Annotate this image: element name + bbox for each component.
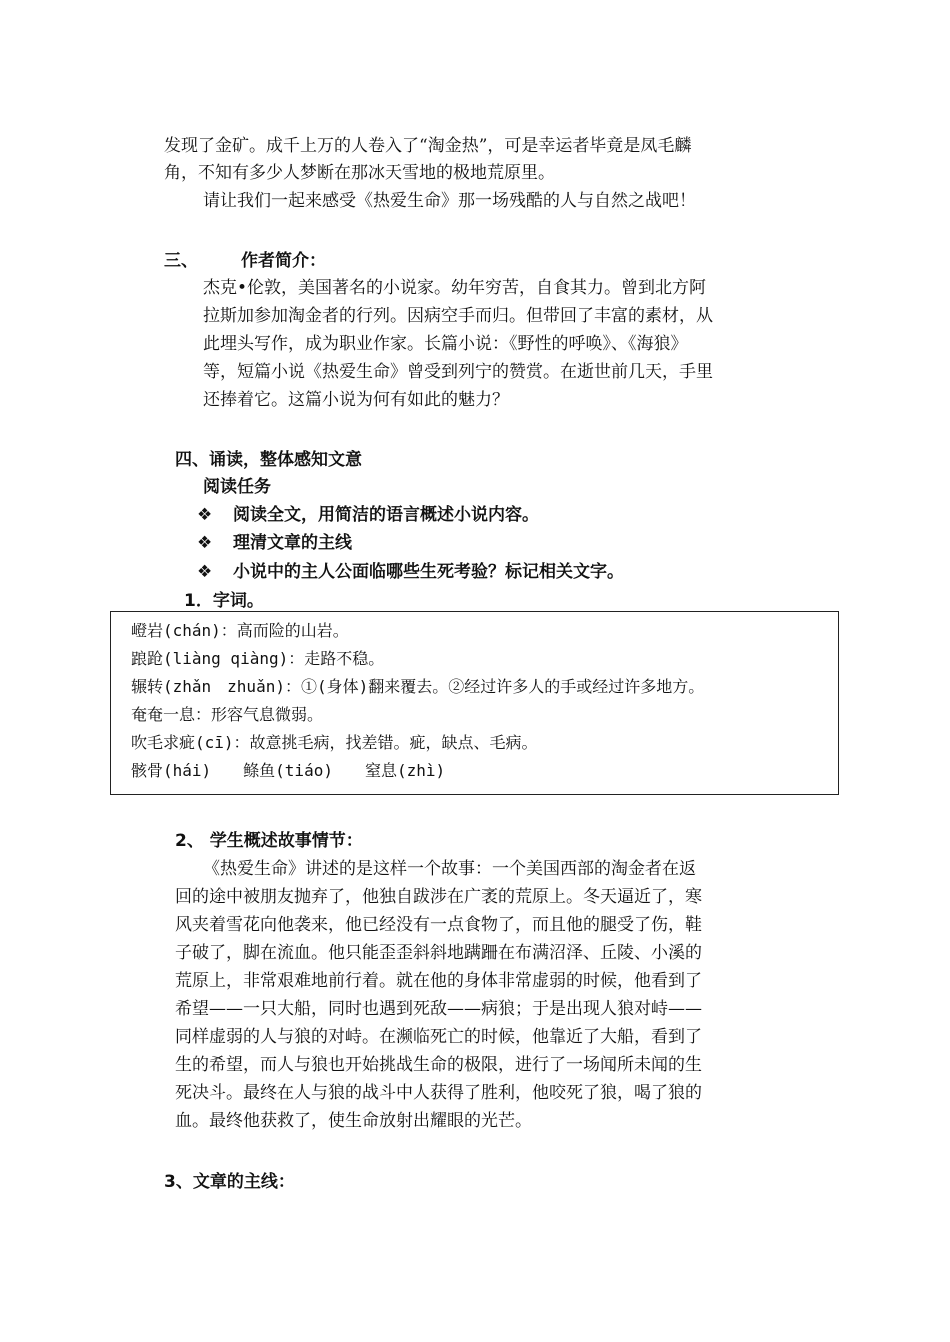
story-line-10: 血。最终他获救了，使生命放射出耀眼的光芒。 <box>175 1111 532 1131</box>
vocab-heading: 1．字词。 <box>184 591 264 611</box>
task-text: 小说中的主人公面临哪些生死考验？标记相关文字。 <box>233 562 624 582</box>
mainline-heading: 3、文章的主线： <box>164 1172 295 1192</box>
author-line-4: 等，短篇小说《热爱生命》曾受到列宁的赞赏。在逝世前几天，手里 <box>203 362 713 382</box>
task-text: 阅读全文，用简洁的语言概述小说内容。 <box>233 505 539 525</box>
reading-task-label: 阅读任务 <box>203 477 271 497</box>
intro-line-1: 发现了金矿。成千上万的人卷入了“淘金热”，可是幸运者毕竟是凤毛麟 <box>164 136 692 156</box>
story-line-7: 同样虚弱的人与狼的对峙。在濒临死亡的时候，他靠近了大船，看到了 <box>175 1027 702 1047</box>
author-line-5: 还捧着它。这篇小说为何有如此的魅力？ <box>203 390 509 410</box>
diamond-bullet-icon: ❖ <box>197 562 213 582</box>
section3-number: 三、 <box>164 251 198 271</box>
vocab-item-6: 骸骨(hái) 鲦鱼(tiáo) 窒息(zhì) <box>131 761 446 780</box>
story-line-5: 荒原上，非常艰难地前行着。就在他的身体非常虚弱的时候，他看到了 <box>175 971 702 991</box>
story-line-4: 子破了，脚在流血。他只能歪歪斜斜地蹒跚在布满沼泽、丘陵、小溪的 <box>175 943 702 963</box>
section4-title: 四、诵读，整体感知文意 <box>175 450 362 470</box>
task-text: 理清文章的主线 <box>233 533 352 553</box>
vocab-item-1: 嶝岩(chán)：高而险的山岩。 <box>131 621 349 640</box>
vocab-box <box>110 611 839 795</box>
task-item-1 <box>197 502 539 528</box>
story-line-1: 《热爱生命》讲述的是这样一个故事：一个美国西部的淘金者在返 <box>203 859 696 879</box>
vocab-item-4: 奄奄一息：形容气息微弱。 <box>131 705 324 724</box>
story-line-9: 死决斗。最终在人与狼的战斗中人获得了胜利，他咬死了狼，喝了狼的 <box>175 1083 702 1103</box>
intro-line-2: 角，不知有多少人梦断在那冰天雪地的极地荒原里。 <box>164 163 555 183</box>
vocab-item-2: 踉跄(liàng qiàng)：走路不稳。 <box>131 649 385 668</box>
section3-title: 作者简介： <box>241 251 326 271</box>
author-line-2: 拉斯加参加淘金者的行列。因病空手而归。但带回了丰富的素材，从 <box>203 306 713 326</box>
task-item-3 <box>197 559 624 585</box>
task-item-2 <box>197 530 352 556</box>
story-heading: 2、 学生概述故事情节： <box>175 831 363 851</box>
author-line-1: 杰克•伦敦，美国著名的小说家。幼年穷苦，自食其力。曾到北方阿 <box>203 278 707 298</box>
story-line-2: 回的途中被朋友抛弃了，他独自跋涉在广袤的荒原上。冬天逼近了，寒 <box>175 887 702 907</box>
diamond-bullet-icon: ❖ <box>197 533 213 553</box>
story-line-8: 生的希望，而人与狼也开始挑战生命的极限，进行了一场闻所未闻的生 <box>175 1055 702 1075</box>
vocab-item-5: 吹毛求疵(cī)：故意挑毛病，找差错。疵，缺点、毛病。 <box>131 733 538 752</box>
story-line-3: 风夹着雪花向他袭来，他已经没有一点食物了，而且他的腿受了伤，鞋 <box>175 915 702 935</box>
vocab-item-3: 辗转(zhǎn zhuǎn)：①(身体)翻来覆去。②经过许多人的手或经过许多地方。 <box>131 677 705 696</box>
diamond-bullet-icon: ❖ <box>197 505 213 525</box>
story-line-6: 希望——一只大船，同时也遇到死敌——病狼；于是出现人狼对峙—— <box>175 999 702 1019</box>
intro-line-3: 请让我们一起来感受《热爱生命》那一场残酷的人与自然之战吧！ <box>203 191 696 211</box>
author-line-3: 此埋头写作，成为职业作家。长篇小说：《野性的呼唤》、《海狼》 <box>203 334 688 354</box>
